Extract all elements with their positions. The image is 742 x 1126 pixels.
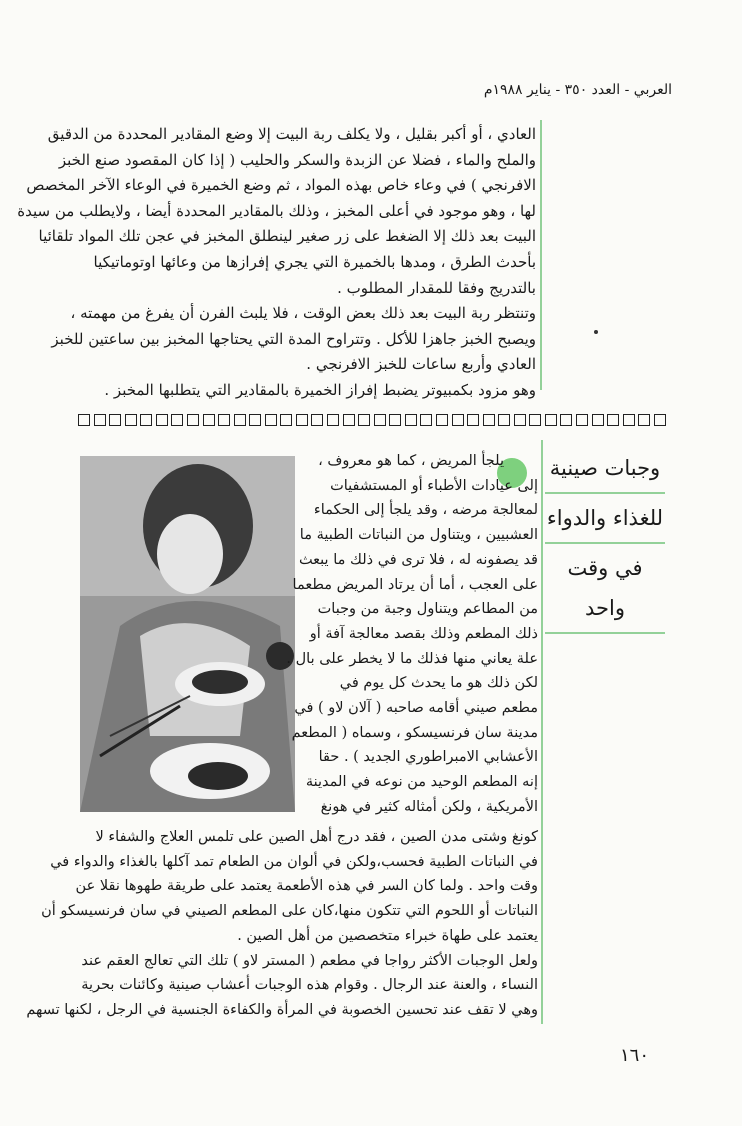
text-line: النساء ، والعنة عند الرجال . وقوام هذه الوجبات أعشاب صينية وكائنات بحرية: [81, 977, 538, 994]
text-line: وهو مزود بكمبيوتر يضبط إفراز الخميرة بالمقادير التي يتطلبها المخبز .: [104, 380, 536, 399]
separator-box-icon: [94, 414, 106, 426]
text-line: مطعم صيني أقامه صاحبه ( آلان لاو ) في: [294, 700, 538, 717]
article-title: [545, 444, 665, 634]
text-line: يلجأ المريض ، كما هو معروف ،: [318, 453, 504, 469]
separator-box-icon: [343, 414, 355, 426]
separator-box-icon: [607, 414, 619, 426]
separator-box-icon: [623, 414, 635, 426]
separator-box-icon: [218, 414, 230, 426]
text-line: يعتمد على طهاة خبراء متخصصين من أهل الصين .: [237, 927, 538, 944]
text-line: في النباتات الطبية فحسب،ولكن في ألوان من الطعام تمد آكلها بالغذاء والدواء في: [50, 853, 538, 870]
separator-box-icon: [109, 414, 121, 426]
separator-box-icon: [374, 414, 386, 426]
article-body-wrapped: [286, 449, 538, 820]
text-line: وتنتظر ربة البيت بعد ذلك بعض الوقت ، فلا يلبث الفرن أن يفرغ من مهمته ،: [70, 304, 536, 323]
text-line: بأحدث الطرق ، ومدها بالخميرة التي يجري إفرازها من وعائها اوتوماتيكيا: [93, 252, 536, 271]
text-line: على العجب ، أما أن يرتاد المريض مطعما: [292, 576, 538, 593]
separator-box-icon: [545, 414, 557, 426]
separator-box-icon: [529, 414, 541, 426]
box-separator: [78, 410, 666, 430]
separator-box-icon: [638, 414, 650, 426]
separator-box-icon: [327, 414, 339, 426]
text-line: الأمريكية ، ولكن أمثاله كثير في هونغ: [320, 798, 538, 815]
title-line: وجبات صينية: [545, 444, 665, 494]
separator-box-icon: [140, 414, 152, 426]
text-line: البيت بعد ذلك إلا الضغط على زر صغير لينطلق المخبز في عجن تلك المواد تلقائيا: [38, 227, 536, 246]
text-line: من المطاعم ويتناول وجبة من وجبات: [317, 601, 538, 618]
separator-box-icon: [234, 414, 246, 426]
page-number: ١٦٠: [620, 1045, 650, 1066]
separator-box-icon: [358, 414, 370, 426]
text-line: العادي ، أو أكبر بقليل ، ولا يكلف ربة البيت إلا وضع المقادير المحددة من الدقيق: [47, 125, 536, 143]
separator-box-icon: [171, 414, 183, 426]
separator-box-icon: [576, 414, 588, 426]
text-line: إلى عيادات الأطباء أو المستشفيات: [330, 477, 538, 494]
text-line: ذلك المطعم وذلك بقصد معالجة آفة أو: [309, 625, 538, 642]
text-line: الافرنجي ) في وعاء خاص بهذه المواد ، ثم وضع الخميرة في الوعاء الآخر المخصص: [26, 176, 536, 195]
separator-box-icon: [483, 414, 495, 426]
separator-box-icon: [265, 414, 277, 426]
separator-box-icon: [156, 414, 168, 426]
text-line: وقت واحد . ولما كان السر في هذه الأطعمة يعتمد على طريقة طهوها نقلا عن: [75, 878, 538, 895]
separator-box-icon: [654, 414, 666, 426]
separator-box-icon: [125, 414, 137, 426]
separator-box-icon: [405, 414, 417, 426]
separator-box-icon: [452, 414, 464, 426]
text-line: والملح والماء ، فضلا عن الزبدة والسكر والحليب ( إذا كان المقصود صنع الخبز: [58, 150, 536, 169]
separator-box-icon: [78, 414, 90, 426]
column-rule-bottom: [541, 440, 543, 1024]
separator-box-icon: [498, 414, 510, 426]
text-line: وهي لا تقف عند تحسين الخصوبة في المرأة والكفاءة الجنسية في الرجل ، لكنها تسهم: [26, 1001, 538, 1018]
separator-box-icon: [514, 414, 526, 426]
separator-box-icon: [203, 414, 215, 426]
separator-box-icon: [467, 414, 479, 426]
text-line: ويصبح الخبز جاهزا للأكل . وتتراوح المدة التي يحتاجها المخبز بين ساعتين للخبز: [51, 329, 536, 348]
text-line: الأعشابي الامبراطوري الجديد ) . حقا: [318, 749, 538, 766]
photo-illustration: [80, 456, 295, 812]
separator-box-icon: [436, 414, 448, 426]
text-line: النباتات أو اللحوم التي تتكون منها،كان على المطعم الصيني في سان فرنسيسكو أن: [41, 903, 538, 920]
stray-dot: [594, 330, 598, 334]
text-line: إنه المطعم الوحيد من نوعه في المدينة: [305, 774, 538, 791]
separator-box-icon: [280, 414, 292, 426]
text-line: لها ، وهو موجود في أعلى المخبز ، وذلك بالمقادير المحددة أيضا ، ولايطلب من سيدة: [17, 201, 536, 220]
separator-box-icon: [560, 414, 572, 426]
text-line: مدينة سان فرنسيسكو ، وسماه ( المطعم: [291, 724, 538, 741]
text-line: قد يصفونه له ، فلا ترى في ذلك ما يبعث: [298, 551, 538, 568]
title-line: للغذاء والدواء: [545, 494, 665, 544]
title-line: في وقت واحد: [545, 544, 665, 634]
separator-box-icon: [296, 414, 308, 426]
text-line: ولعل الوجبات الأكثر رواجا في مطعم ( المستر لاو ) تلك التي تعالج العقم عند: [81, 952, 538, 969]
separator-box-icon: [389, 414, 401, 426]
separator-box-icon: [592, 414, 604, 426]
text-line: علة يعاني منها فذلك ما لا يخطر على بال .: [286, 650, 538, 667]
text-line: لمعالجة مرضه ، وقد يلجأ إلى الحكماء: [313, 502, 538, 519]
article-body-full: [26, 825, 538, 1023]
page-header: العربي - العدد ٣٥٠ - يناير ١٩٨٨م: [483, 82, 672, 98]
text-line: العادي وأربع ساعات للخبز الافرنجي .: [306, 355, 536, 374]
top-article-text: [17, 122, 536, 404]
separator-box-icon: [311, 414, 323, 426]
text-line: لكن ذلك هو ما يحدث كل يوم في: [339, 675, 538, 692]
photo-woman-eating: [80, 456, 295, 812]
separator-box-icon: [249, 414, 261, 426]
separator-box-icon: [187, 414, 199, 426]
text-line: العشبيين ، ويتناول من النباتات الطبية ما: [299, 527, 538, 544]
column-rule-top: [540, 120, 542, 390]
separator-box-icon: [420, 414, 432, 426]
text-line: بالتدريج وفقا للمقدار المطلوب .: [337, 278, 536, 297]
text-line: كونغ وشتى مدن الصين ، فقد درج أهل الصين على تلمس العلاج والشفاء لا: [95, 829, 538, 845]
